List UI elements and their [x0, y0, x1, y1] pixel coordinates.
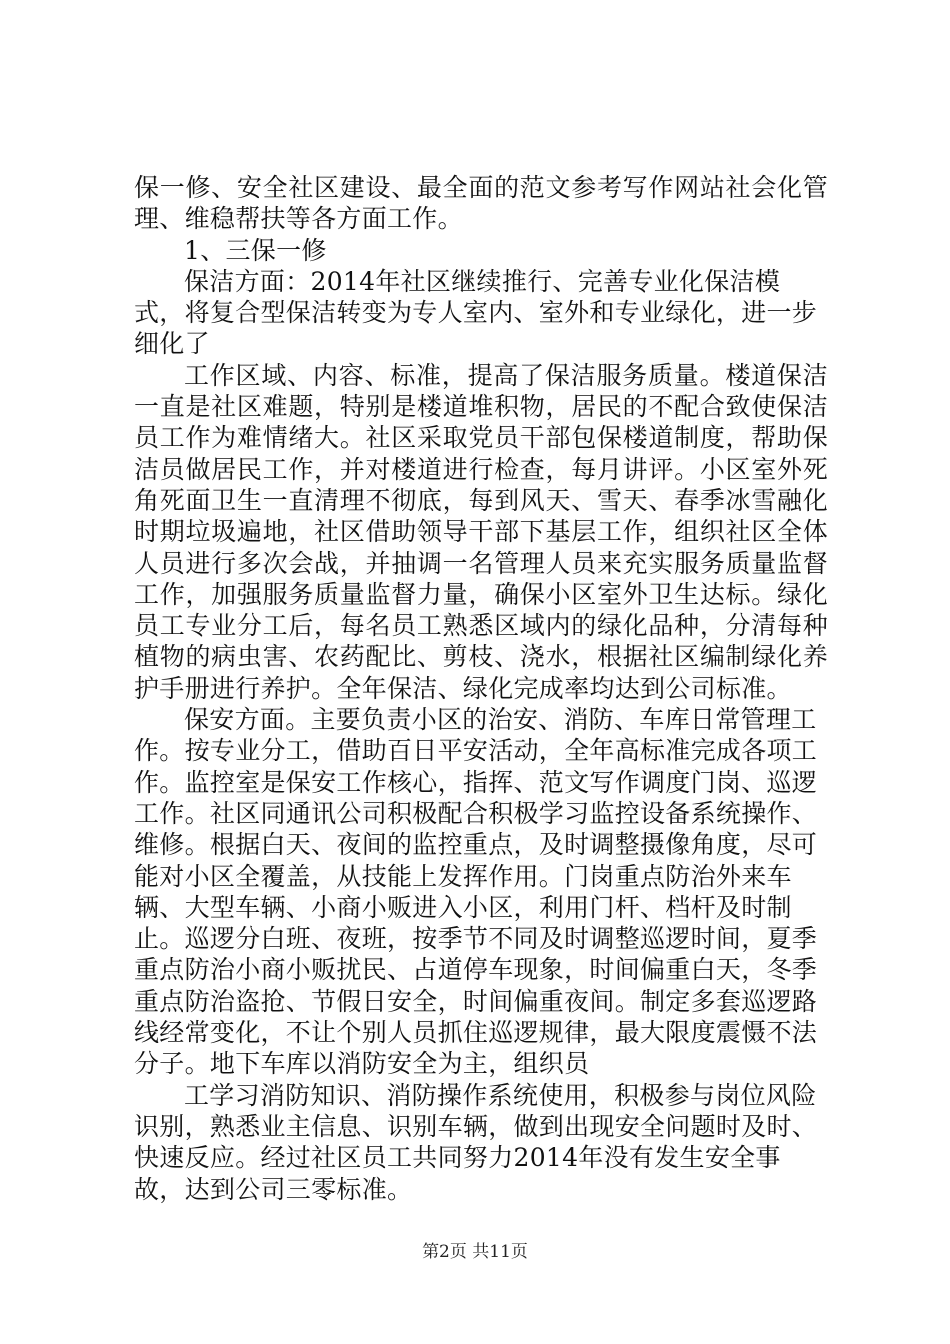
document-body	[134, 172, 828, 1205]
paragraph-cleaning-intro: 保洁方面：2014年社区继续推行、完善专业化保洁模式，将复合型保洁转变为专人室内、室外和专业绿化，进一步细化了	[134, 266, 818, 359]
paragraph-security: 保安方面。主要负责小区的治安、消防、车库日常管理工作。按专业分工，借助百日平安活动，全年高标准完成各项工作。监控室是保安工作核心，指挥、范文写作调度门岗、巡逻工作。社区同通讯公司积极配合积极学习监控设备系统操作、维修。根据白天、夜间的监控重点，及时调整摄像角度，尽可能对小区全覆盖，从技能上发挥作用。门岗重点防治外来车辆、大型车辆、小商小贩进入小区，利用门杆、档杆及时制止。巡逻分白班、夜班，按季节不同及时调整巡逻时间，夏季重点防治小商小贩扰民、占道停车现象，时间偏重白天，冬季重点防治盗抢、节假日安全，时间偏重夜间。制定多套巡逻路线经常变化，不让个别人员抓住巡逻规律，最大限度震慑不法分子。地下车库以消防安全为主，组织员	[134, 705, 818, 1079]
paragraph-intro: 保一修、安全社区建设、最全面的范文参考写作网站社会化管理、维稳帮扶等各方面工作。	[134, 173, 828, 234]
paragraph-fire-safety: 工学习消防知识、消防操作系统使用，积极参与岗位风险识别，熟悉业主信息、识别车辆，做到出现安全问题时及时、快速反应。经过社区员工共同努力2014年没有发生安全事故，达到公司三零标准。	[134, 1080, 818, 1204]
paragraph-cleaning-detail: 工作区域、内容、标准，提高了保洁服务质量。楼道保洁一直是社区难题，特别是楼道堆积物，居民的不配合致使保洁员工作为难情绪大。社区采取党员干部包保楼道制度，帮助保洁员做居民工作，并对楼道进行检查，每月讲评。小区室外死角死面卫生一直清理不彻底，每到风天、雪天、春季冰雪融化时期垃圾遍地，社区借助领导干部下基层工作，组织社区全体人员进行多次会战，并抽调一名管理人员来充实服务质量监督工作，加强服务质量监督力量，确保小区室外卫生达标。绿化员工专业分工后，每名员工熟悉区域内的绿化品种，分清每种植物的病虫害、农药配比、剪枝、浇水，根据社区编制绿化养护手册进行养护。全年保洁、绿化完成率均达到公司标准。	[134, 360, 828, 703]
page-footer: 第2页 共11页	[422, 1242, 528, 1262]
section-heading: 1、三保一修	[184, 235, 327, 265]
